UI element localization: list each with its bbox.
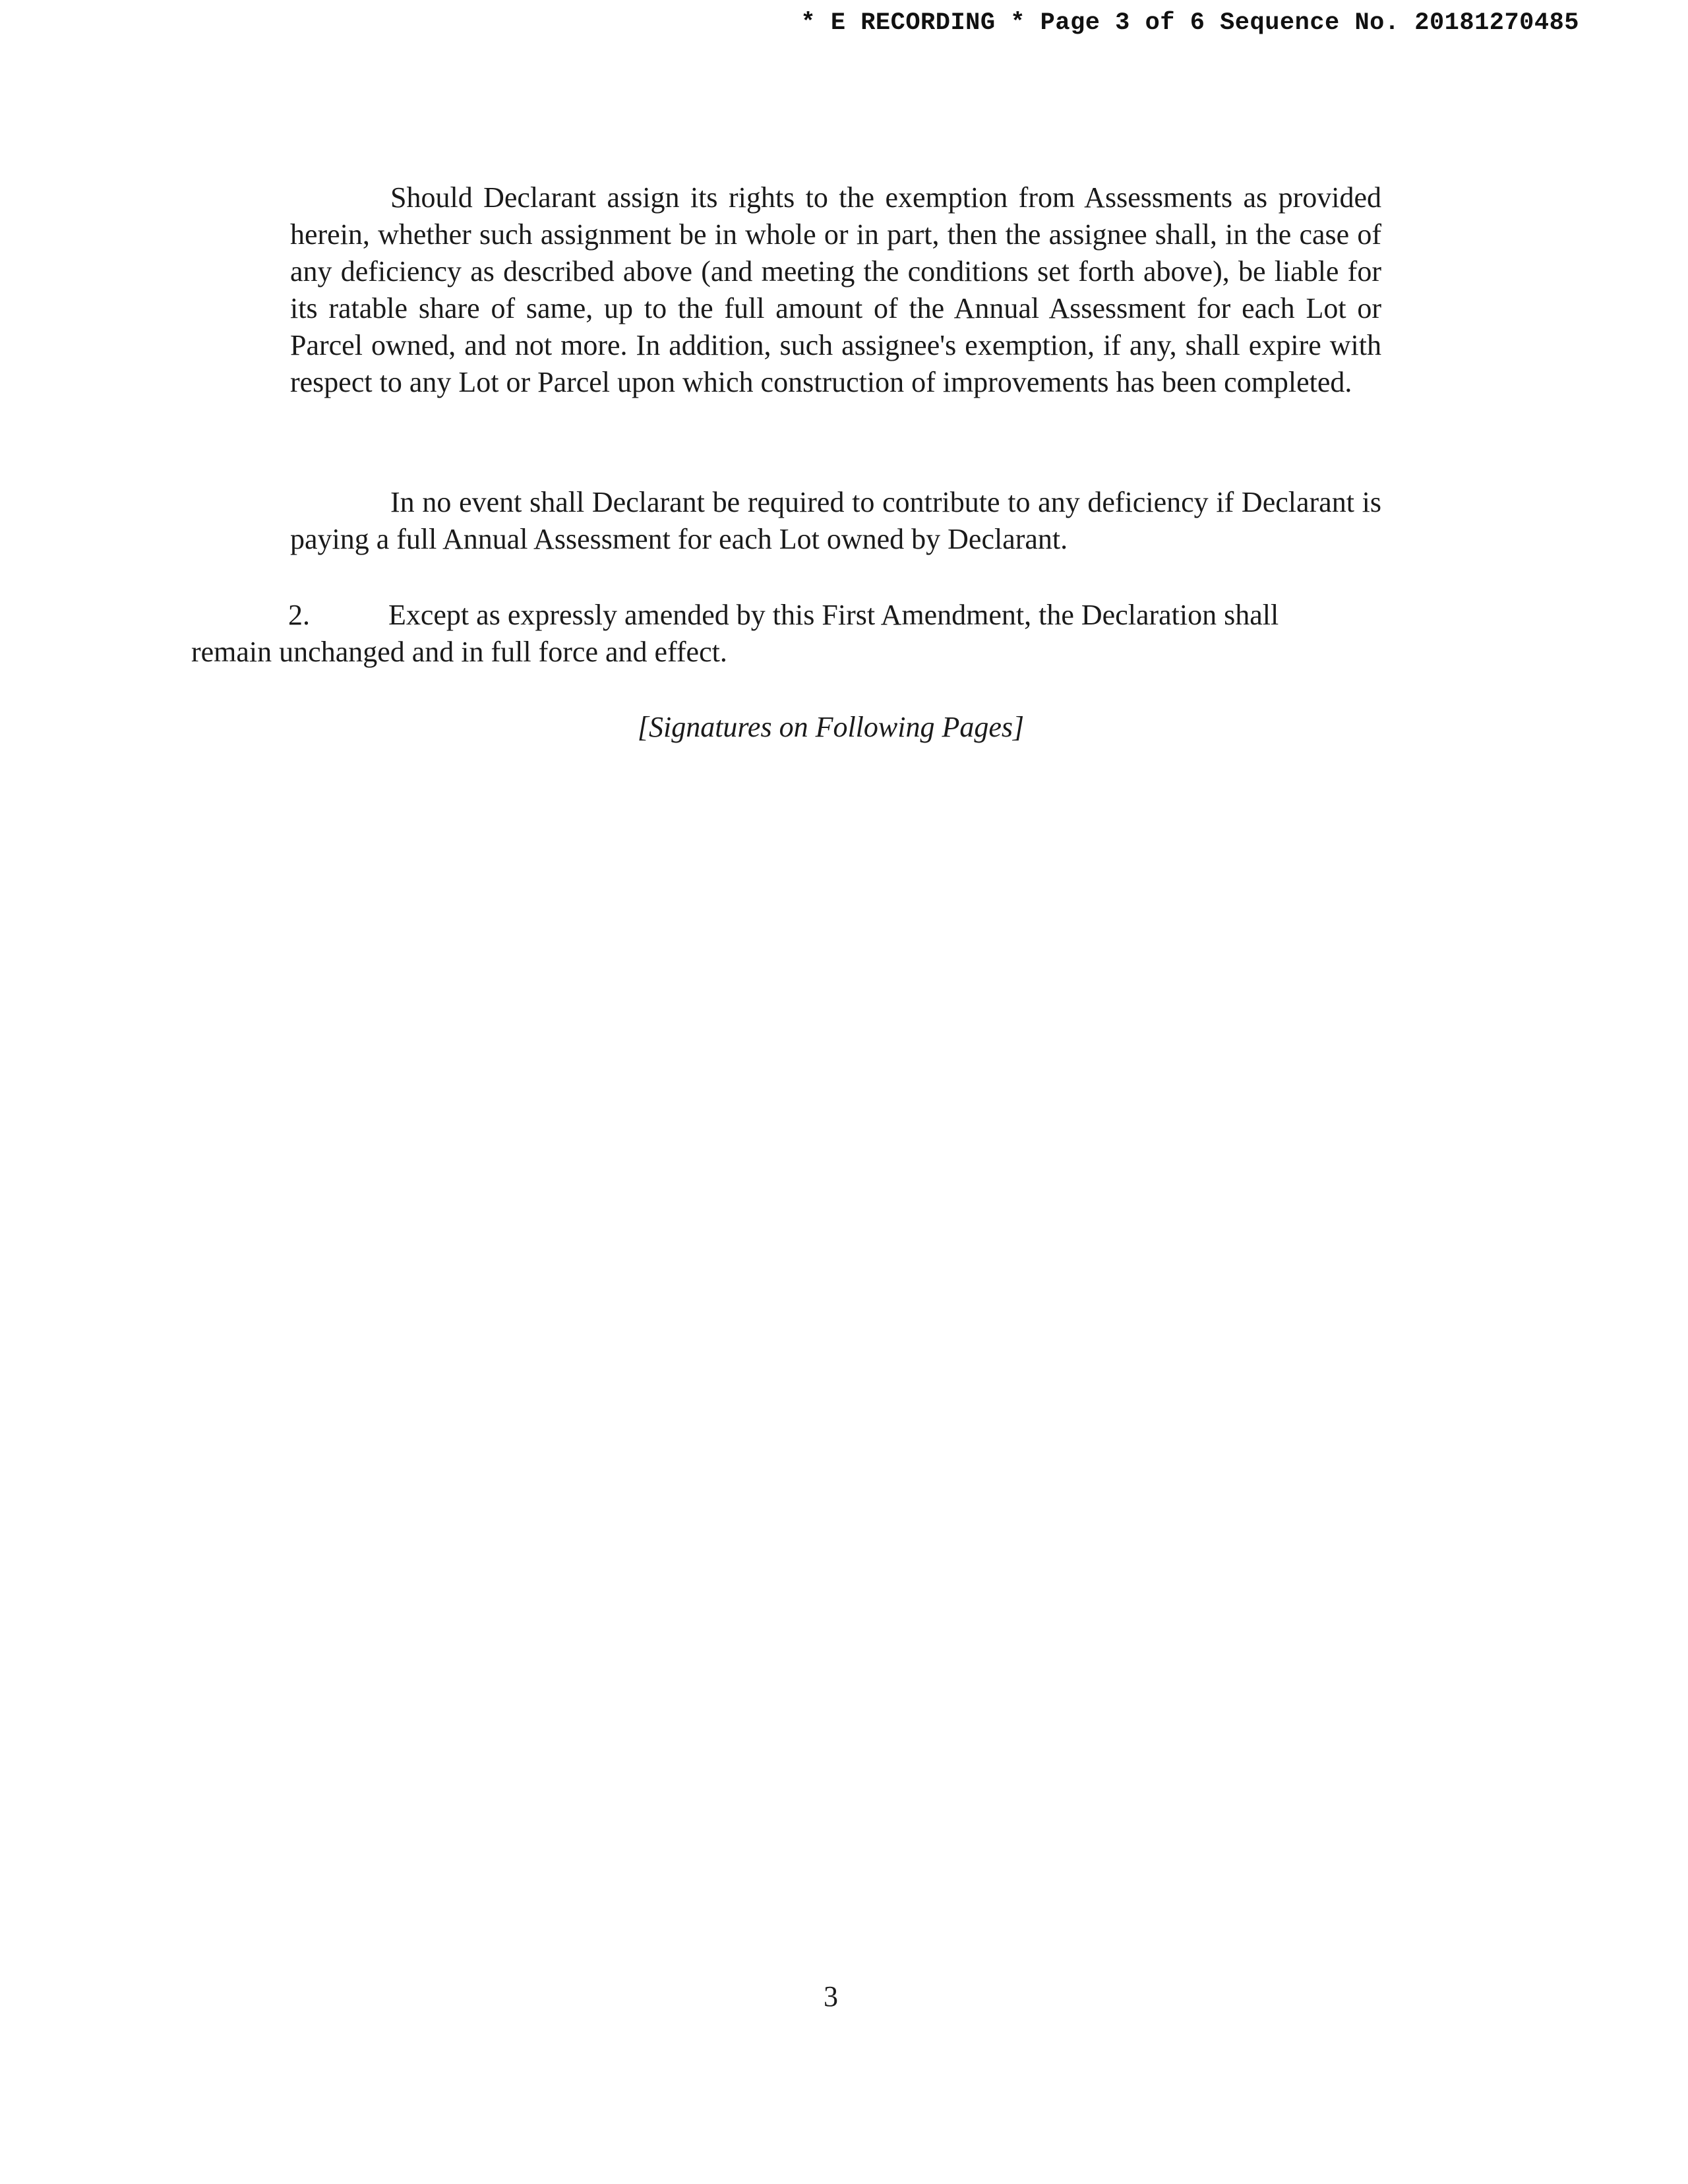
deficiency-paragraph-text: In no event shall Declarant be required to contribute to any deficiency if Declarant is paying a full Annual Assessment for each Lot owned by Declarant. — [290, 486, 1381, 555]
deficiency-paragraph — [290, 484, 1381, 558]
section-2-paragraph — [191, 597, 1424, 671]
recording-stamp-header: * E RECORDING * Page 3 of 6 Sequence No. 20181270485 — [800, 9, 1579, 37]
signatures-note: [Signatures on Following Pages] — [637, 711, 1025, 743]
page-number: 3 — [824, 1980, 838, 2013]
assignment-paragraph — [290, 179, 1381, 401]
section-number: 2. — [288, 599, 310, 631]
section-2-line-1: Except as expressly amended by this First Amendment, the Declaration shall — [388, 599, 1279, 631]
section-2-line-2: remain unchanged and in full force and effect. — [191, 636, 727, 668]
assignment-paragraph-text: Should Declarant assign its rights to the exemption from Assessments as provided herein, whether such assignment be in whole or in part, then the assignee shall, in the case of any deficiency as described above (and meeting the conditions set forth above), be liable for its ratable share of same, up to the full amount of the Annual Assessment for each Lot or Parcel owned, and not more. In addition, such assignee's exemption, if any, shall expire with respect to any Lot or Parcel upon which construction of improvements has been completed. — [290, 181, 1381, 398]
section-2-first-line — [191, 597, 1424, 634]
